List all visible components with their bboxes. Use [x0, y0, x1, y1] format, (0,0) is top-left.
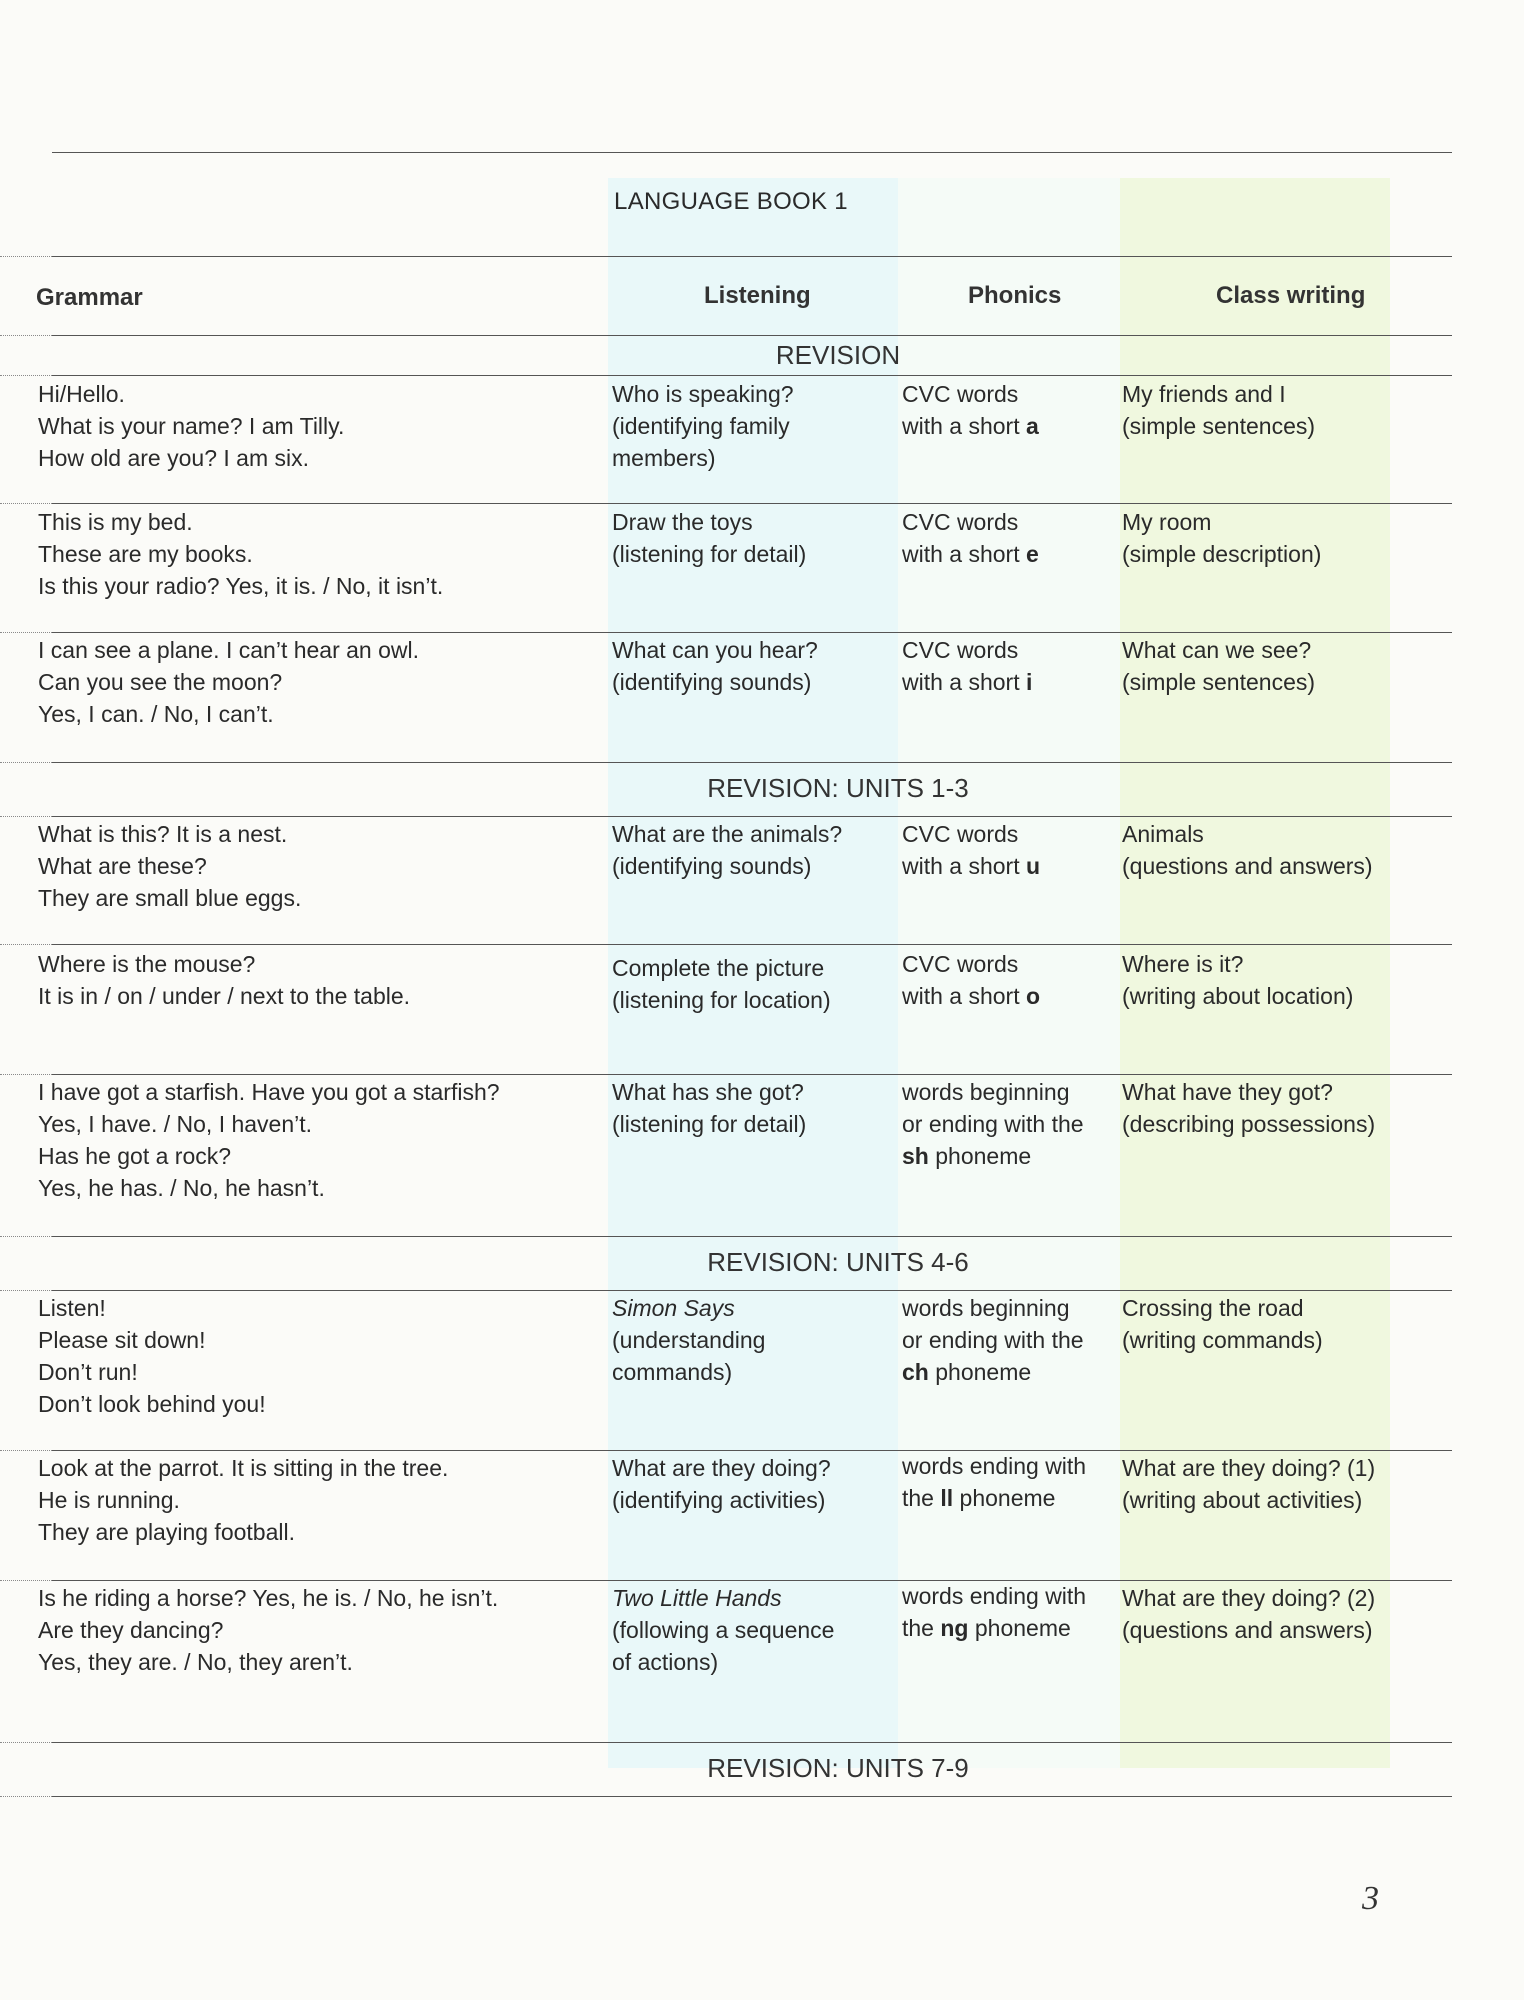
grammar-cell	[38, 948, 598, 1012]
grammar-line: He is running.	[38, 1487, 180, 1513]
row-rule	[52, 944, 1452, 945]
writing-cell	[1122, 634, 1422, 698]
listening-cell	[612, 1292, 898, 1388]
grammar-line: Look at the parrot. It is sitting in the tree.	[38, 1455, 449, 1481]
grammar-line: They are playing football.	[38, 1519, 295, 1545]
header-rule-bottom	[52, 335, 1452, 336]
writing-line: (simple sentences)	[1122, 669, 1316, 695]
listening-line: members)	[612, 445, 716, 471]
revision-title: REVISION: UNITS 7-9	[707, 1753, 969, 1783]
grammar-line: Don’t run!	[38, 1359, 138, 1385]
row-rule	[52, 503, 1452, 504]
row-rule	[52, 632, 1452, 633]
page-number: 3	[1362, 1880, 1379, 1917]
phonics-line: words beginning	[902, 1079, 1070, 1105]
dotted-lead	[0, 1450, 52, 1451]
phonics-line: words beginning	[902, 1295, 1070, 1321]
listening-line: (identifying family	[612, 413, 790, 439]
phonics-text: phoneme	[953, 1485, 1056, 1511]
listening-line: (listening for location)	[612, 987, 831, 1013]
phonics-cell	[902, 948, 1116, 1012]
dotted-lead	[0, 1074, 52, 1075]
phonics-text: the	[902, 1485, 941, 1511]
revision-title: REVISION: UNITS 1-3	[707, 773, 969, 803]
phonics-text: phoneme	[928, 1143, 1032, 1169]
row-rule	[52, 1290, 1452, 1291]
phoneme: ng	[940, 1615, 969, 1641]
writing-line: What are they doing? (1)	[1122, 1455, 1376, 1481]
row-rule	[52, 816, 1452, 817]
grammar-line: They are small blue eggs.	[38, 885, 302, 911]
listening-line: (identifying sounds)	[612, 853, 812, 879]
writing-cell	[1122, 948, 1422, 1012]
listening-line: of actions)	[612, 1649, 719, 1675]
listening-line: Complete the picture	[612, 955, 825, 981]
row-rule	[52, 762, 1452, 763]
listening-line: What are they doing?	[612, 1455, 831, 1481]
listening-line: (identifying sounds)	[612, 669, 812, 695]
listening-line: (following a sequence	[612, 1617, 835, 1643]
listening-cell	[612, 634, 898, 698]
phonics-line: or ending with the	[902, 1111, 1084, 1137]
phonics-line: CVC words	[902, 509, 1019, 535]
grammar-line: Listen!	[38, 1295, 106, 1321]
writing-line: (simple description)	[1122, 541, 1322, 567]
header-phonics: Phonics	[968, 282, 1062, 309]
dotted-lead	[0, 944, 52, 945]
phonics-cell	[902, 506, 1116, 570]
listening-cell	[612, 818, 898, 882]
phonics-cell	[902, 634, 1116, 698]
phonics-cell	[902, 1292, 1116, 1388]
revision-title: REVISION	[775, 340, 901, 370]
phonics-line: words ending with	[902, 1583, 1087, 1609]
grammar-line: Are they dancing?	[38, 1617, 224, 1643]
grammar-cell	[38, 1582, 598, 1678]
listening-title: Simon Says	[612, 1295, 735, 1321]
header-listening: Listening	[704, 282, 811, 309]
book-title: LANGUAGE BOOK 1	[614, 188, 848, 215]
dotted-lead	[0, 1580, 52, 1581]
phonics-line: CVC words	[902, 637, 1019, 663]
row-rule	[52, 375, 1452, 376]
header-grammar: Grammar	[36, 284, 143, 311]
writing-line: Animals	[1122, 821, 1204, 847]
phonics-text: phoneme	[968, 1615, 1071, 1641]
dotted-lead	[0, 632, 52, 633]
dotted-lead	[0, 762, 52, 763]
listening-line: (understanding	[612, 1327, 766, 1353]
grammar-line: What is this? It is a nest.	[38, 821, 288, 847]
writing-line: What can we see?	[1122, 637, 1312, 663]
phonics-text: the	[902, 1615, 941, 1641]
phonics-cell	[902, 818, 1116, 882]
bottom-rule	[52, 1796, 1452, 1797]
writing-cell	[1122, 506, 1422, 570]
writing-line: My friends and I	[1122, 381, 1286, 407]
phoneme: e	[1026, 541, 1039, 567]
grammar-line: Where is the mouse?	[38, 951, 256, 977]
phonics-text: phoneme	[928, 1359, 1032, 1385]
writing-line: What have they got?	[1122, 1079, 1333, 1105]
writing-line: (questions and answers)	[1122, 1617, 1373, 1643]
row-rule	[52, 1742, 1452, 1743]
grammar-line: What are these?	[38, 853, 207, 879]
row-rule	[52, 1580, 1452, 1581]
dotted-lead	[0, 816, 52, 817]
dotted-lead	[0, 1236, 52, 1237]
phonics-line: CVC words	[902, 821, 1019, 847]
writing-cell	[1122, 1076, 1422, 1140]
phoneme: ll	[940, 1485, 954, 1511]
row-rule	[52, 1074, 1452, 1075]
grammar-cell	[38, 1292, 598, 1420]
phonics-text: with a short	[902, 541, 1026, 567]
listening-line: Draw the toys	[612, 509, 753, 535]
phonics-line: CVC words	[902, 951, 1019, 977]
writing-line: My room	[1122, 509, 1212, 535]
listening-line: What has she got?	[612, 1079, 804, 1105]
phoneme: o	[1026, 983, 1041, 1009]
top-rule	[52, 152, 1452, 153]
phoneme: i	[1026, 669, 1033, 695]
revision-title: REVISION: UNITS 4-6	[707, 1247, 969, 1277]
writing-line: Where is it?	[1122, 951, 1244, 977]
grammar-cell	[38, 634, 598, 730]
grammar-line: I have got a starfish. Have you got a starfish?	[38, 1079, 500, 1105]
phonics-cell	[902, 1076, 1116, 1172]
grammar-line: Can you see the moon?	[38, 669, 283, 695]
grammar-line: How old are you? I am six.	[38, 445, 310, 471]
grammar-cell	[38, 1452, 598, 1548]
grammar-line: It is in / on / under / next to the table.	[38, 983, 411, 1009]
grammar-line: Yes, I have. / No, I haven’t.	[38, 1111, 313, 1137]
listening-line: (identifying activities)	[612, 1487, 826, 1513]
phonics-line: words ending with	[902, 1453, 1087, 1479]
grammar-line: Hi/Hello.	[38, 381, 125, 407]
writing-cell	[1122, 1582, 1422, 1646]
grammar-line: Yes, I can. / No, I can’t.	[38, 701, 274, 727]
listening-title: Two Little Hands	[612, 1585, 782, 1611]
listening-line: (listening for detail)	[612, 1111, 807, 1137]
phonics-text: with a short	[902, 669, 1026, 695]
writing-line: (writing about location)	[1122, 983, 1354, 1009]
dotted-lead	[0, 256, 52, 257]
writing-cell	[1122, 1292, 1422, 1356]
writing-line: What are they doing? (2)	[1122, 1585, 1376, 1611]
phoneme: ch	[902, 1359, 929, 1385]
phonics-text: with a short	[902, 853, 1026, 879]
dotted-lead	[0, 1742, 52, 1743]
phonics-line: or ending with the	[902, 1327, 1084, 1353]
grammar-cell	[38, 378, 598, 474]
grammar-line: Yes, he has. / No, he hasn’t.	[38, 1175, 325, 1201]
grammar-line: This is my bed.	[38, 509, 193, 535]
grammar-cell	[38, 818, 598, 914]
grammar-cell	[38, 1076, 598, 1204]
listening-cell	[612, 1582, 898, 1678]
listening-line: (listening for detail)	[612, 541, 807, 567]
listening-cell	[612, 952, 898, 1016]
grammar-line: I can see a plane. I can’t hear an owl.	[38, 637, 420, 663]
writing-cell	[1122, 818, 1422, 882]
listening-cell	[612, 1452, 898, 1516]
grammar-line: Please sit down!	[38, 1327, 206, 1353]
phoneme: a	[1026, 413, 1039, 439]
phoneme: u	[1026, 853, 1041, 879]
phonics-cell	[902, 1450, 1116, 1514]
writing-line: Crossing the road	[1122, 1295, 1304, 1321]
writing-line: (describing possessions)	[1122, 1111, 1376, 1137]
grammar-line: What is your name? I am Tilly.	[38, 413, 345, 439]
grammar-line: Yes, they are. / No, they aren’t.	[38, 1649, 353, 1675]
dotted-lead	[0, 1290, 52, 1291]
writing-line: (writing about activities)	[1122, 1487, 1363, 1513]
phoneme: sh	[902, 1143, 929, 1169]
header-class-writing: Class writing	[1216, 282, 1366, 309]
phonics-line: CVC words	[902, 381, 1019, 407]
phonics-cell	[902, 378, 1116, 442]
grammar-line: Is he riding a horse? Yes, he is. / No, he isn’t.	[38, 1585, 499, 1611]
listening-line: Who is speaking?	[612, 381, 794, 407]
row-rule	[52, 1450, 1452, 1451]
row-rule	[52, 1236, 1452, 1237]
listening-cell	[612, 378, 898, 474]
dotted-lead	[0, 375, 52, 376]
listening-cell	[612, 506, 898, 570]
listening-line: commands)	[612, 1359, 733, 1385]
writing-cell	[1122, 378, 1422, 442]
phonics-text: with a short	[902, 413, 1026, 439]
dotted-lead	[0, 335, 52, 336]
writing-cell	[1122, 1452, 1422, 1516]
phonics-text: with a short	[902, 983, 1026, 1009]
dotted-lead	[0, 503, 52, 504]
grammar-line: Don’t look behind you!	[38, 1391, 266, 1417]
grammar-cell	[38, 506, 598, 602]
listening-cell	[612, 1076, 898, 1140]
writing-line: (questions and answers)	[1122, 853, 1373, 879]
phonics-cell	[902, 1580, 1116, 1644]
header-rule-top	[52, 256, 1452, 257]
writing-line: (simple sentences)	[1122, 413, 1316, 439]
grammar-line: Has he got a rock?	[38, 1143, 232, 1169]
grammar-line: Is this your radio? Yes, it is. / No, it isn’t.	[38, 573, 444, 599]
grammar-line: These are my books.	[38, 541, 253, 567]
listening-line: What are the animals?	[612, 821, 843, 847]
listening-line: What can you hear?	[612, 637, 818, 663]
writing-line: (writing commands)	[1122, 1327, 1323, 1353]
dotted-lead	[0, 1796, 52, 1797]
